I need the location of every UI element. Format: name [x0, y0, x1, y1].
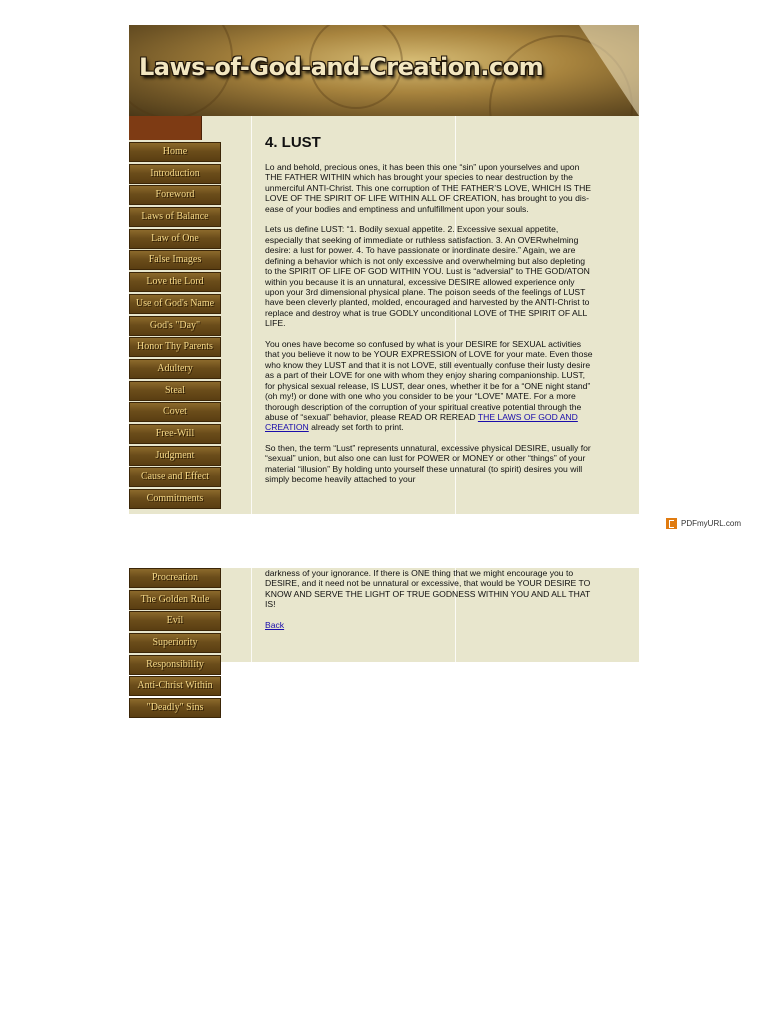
nav-item-foreword[interactable]: Foreword — [129, 185, 221, 205]
pdf-icon — [666, 518, 677, 529]
column-divider — [251, 568, 252, 662]
paragraph — [265, 620, 593, 630]
nav-item-adultery[interactable]: Adultery — [129, 359, 221, 379]
page-section-bottom — [129, 568, 639, 714]
nav-item-false-images[interactable]: False Images — [129, 250, 221, 270]
nav-item-laws-of-balance[interactable]: Laws of Balance — [129, 207, 221, 227]
nav-item-free-will[interactable]: Free-Will — [129, 424, 221, 444]
article-content-continued — [265, 568, 593, 640]
nav-item-evil[interactable]: Evil — [129, 611, 221, 631]
nav-item-home[interactable]: Home — [129, 142, 221, 162]
paragraph: So then, the term “Lust” represents unnatural, excessive physical DESIRE, usually for “sexual” union, but also one can lust for POWER or MONEY or other “things” of your material “illusion” By holding unto yourself these unnatural (to spirit) desires you will simply become heavily attached to your — [265, 442, 591, 485]
site-title[interactable]: Laws-of-God-and-Creation.com — [139, 53, 544, 81]
nav-item-covet[interactable]: Covet — [129, 402, 221, 422]
paragraph: Lo and behold, precious ones, it has been this one “sin” upon yourselves and upon THE FATHER WITHIN which has brought your species to near destruction by the unmerciful ANTI-Christ. This one corruption of THE FATHER’S LOVE, WHICH IS THE LOVE OF THE SPIRIT OF LIFE WITHIN ALL OF CREATION, has brought to you dis-ease of your bodies and emptiness and unfulfillment upon your souls. — [265, 162, 592, 214]
paragraph-text: You ones have become so confused by what is your DESIRE for SEXUAL activities that you believe it now to be YOUR EXPRESSION of LOVE for your mate. Even those who know they LUST and that it is not LOVE, still eventually confuse their lusty desire as a part of their LOVE for one with whom they enjoy sharing companionship. LUST, for physical sexual release, IS LUST, dear ones, whether it be for a “ONE night stand” (oh my!) or done with one who you consider to be your “LOVE” MATE. For a more thorough description of the corruption of your spiritual creative potential through the abuse of “sexual” behavior, please READ OR REREAD — [265, 338, 593, 422]
back-link[interactable]: Back — [265, 619, 285, 630]
badge-label: PDFmyURL.com — [681, 519, 742, 528]
site-banner — [129, 25, 639, 116]
article-content — [265, 134, 593, 495]
nav-item-use-of-god-s-name[interactable]: Use of God's Name — [129, 294, 221, 314]
sidebar-nav — [129, 568, 221, 720]
nav-item-steal[interactable]: Steal — [129, 381, 221, 401]
column-divider — [251, 116, 252, 514]
nav-item-deadly-sins[interactable]: "Deadly" Sins — [129, 698, 221, 718]
paragraph-text: already set forth to print. — [308, 422, 404, 433]
nav-item-responsibility[interactable]: Responsibility — [129, 655, 221, 675]
nav-item-anti-christ-within[interactable]: Anti-Christ Within — [129, 676, 221, 696]
nav-item-procreation[interactable]: Procreation — [129, 568, 221, 588]
laws-of-god-link[interactable]: THE LAWS OF GOD AND CREATION — [265, 411, 578, 433]
nav-item-superiority[interactable]: Superiority — [129, 633, 221, 653]
sidebar-nav — [129, 142, 221, 511]
nav-item-commitments[interactable]: Commitments — [129, 489, 221, 509]
paragraph: darkness of your ignorance. If there is ONE thing that we might encourage you to DESIRE, and it need not be unnatural or excessive, that would be YOUR DESIRE TO KNOW AND SERVE THE LIGHT OF TRUE GODNESS WITHIN YOU AND ALL THAT IS! — [265, 568, 591, 610]
nav-header-tab — [129, 116, 202, 140]
nav-item-judgment[interactable]: Judgment — [129, 446, 221, 466]
nav-item-god-s-day[interactable]: God's "Day" — [129, 316, 221, 336]
nav-item-cause-and-effect[interactable]: Cause and Effect — [129, 467, 221, 487]
nav-item-the-golden-rule[interactable]: The Golden Rule — [129, 590, 221, 610]
nav-item-law-of-one[interactable]: Law of One — [129, 229, 221, 249]
nav-item-honor-thy-parents[interactable]: Honor Thy Parents — [129, 337, 221, 357]
pdfmyurl-badge[interactable] — [666, 518, 741, 529]
page-section-top — [129, 25, 639, 514]
paragraph: Lets us define LUST: “1. Bodily sexual appetite. 2. Excessive sexual appetite, especially that seeking of immediate or ruthless satisfaction. 3. An OVERwhelming desire: a lust for power. 4. To have passionate or inordinate desire.” Again, we are defining a behavior which is not only excessive and overwhelming but also depleting to the SPIRIT OF LIFE OF GOD WITHIN YOU. Lust is “adversial” to THE GOD/ATON within you because it is an unnatural, excessive DESIRE allowed experience only upon your 3rd dimensional physical plane. The poison seeds of the feelings of LUST have been cleverly planted, molded, encouraged and harvested by the ANTI-Christ to replace and destroy what is true GODLY unconditional LOVE of THE SPIRIT OF ALL LIFE. — [265, 224, 590, 329]
paragraph — [265, 339, 593, 433]
article-heading: 4. LUST — [265, 134, 321, 151]
nav-item-introduction[interactable]: Introduction — [129, 164, 221, 184]
nav-item-love-the-lord[interactable]: Love the Lord — [129, 272, 221, 292]
